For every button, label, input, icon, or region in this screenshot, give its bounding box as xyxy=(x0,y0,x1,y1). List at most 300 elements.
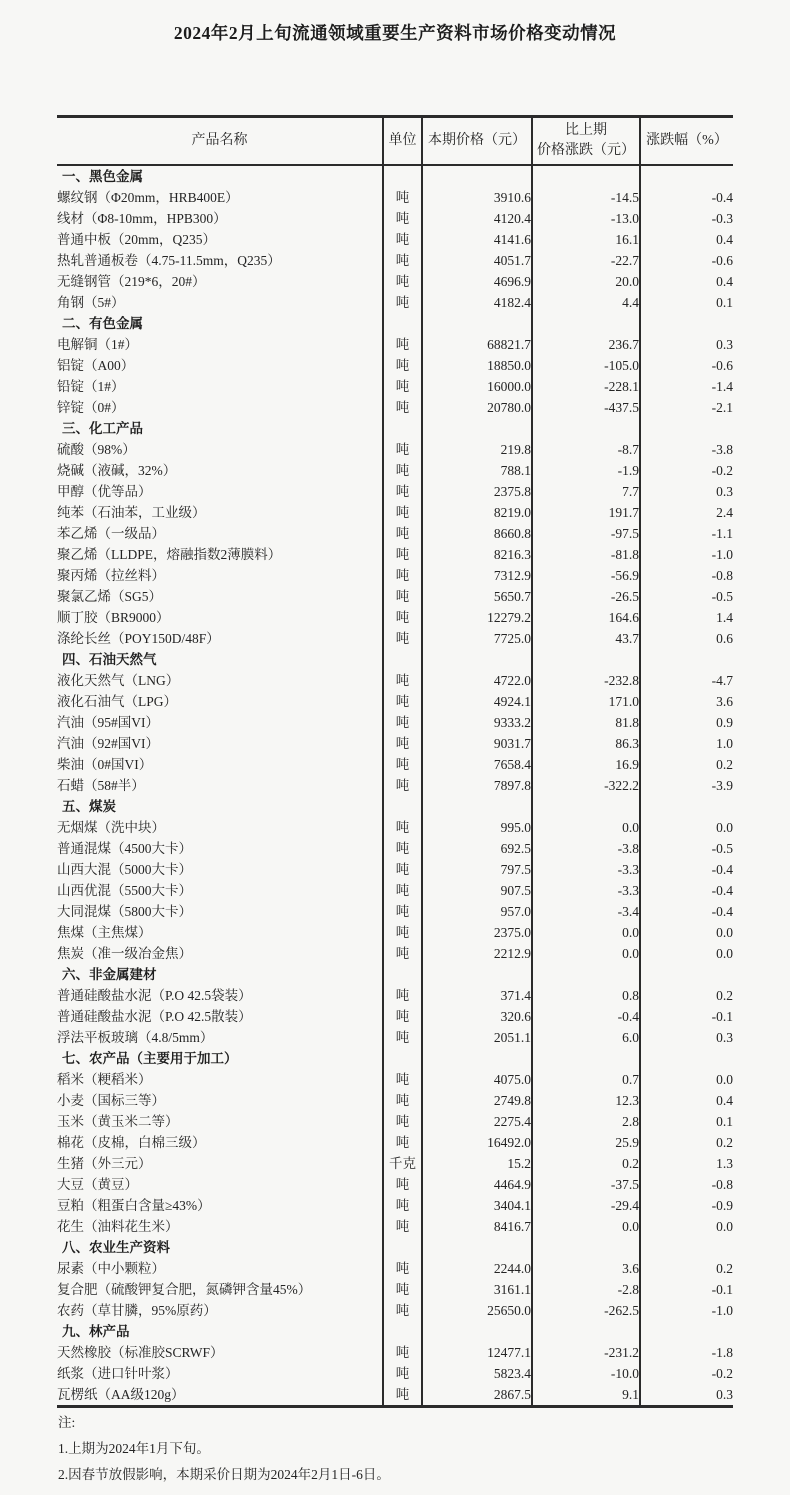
unit-cell: 吨 xyxy=(383,250,422,271)
price-cell: 8416.7 xyxy=(422,1216,532,1237)
pct-cell: 3.6 xyxy=(640,691,733,712)
change-cell: -37.5 xyxy=(532,1174,640,1195)
change-cell: -228.1 xyxy=(532,376,640,397)
change-cell: 164.6 xyxy=(532,607,640,628)
unit-cell: 吨 xyxy=(383,1384,422,1407)
section-row xyxy=(57,1237,733,1258)
product-cell: 苯乙烯（一级品） xyxy=(57,526,165,541)
table-row xyxy=(57,838,733,859)
pct-cell: -0.4 xyxy=(640,880,733,901)
unit-cell xyxy=(383,1321,422,1342)
price-cell: 5650.7 xyxy=(422,586,532,607)
change-cell: 25.9 xyxy=(532,1132,640,1153)
table-row xyxy=(57,670,733,691)
unit-cell: 吨 xyxy=(383,565,422,586)
unit-cell: 吨 xyxy=(383,1258,422,1279)
unit-cell xyxy=(383,964,422,985)
price-cell: 25650.0 xyxy=(422,1300,532,1321)
product-cell: 顺丁胶（BR9000） xyxy=(57,610,170,625)
footnote-line: 2.因春节放假影响，本期采价日期为2024年2月1日-6日。 xyxy=(58,1467,390,1482)
price-cell: 18850.0 xyxy=(422,355,532,376)
price-cell: 2375.8 xyxy=(422,481,532,502)
pct-cell xyxy=(640,165,733,187)
page-title: 2024年2月上旬流通领域重要生产资料市场价格变动情况 xyxy=(173,23,617,43)
pct-cell: 0.3 xyxy=(640,334,733,355)
product-cell: 硫酸（98%） xyxy=(57,442,136,457)
table-row xyxy=(57,607,733,628)
header-price-change xyxy=(532,117,640,166)
table-row xyxy=(57,712,733,733)
unit-cell xyxy=(383,165,422,187)
price-cell: 4722.0 xyxy=(422,670,532,691)
unit-cell xyxy=(383,1237,422,1258)
footnotes xyxy=(58,1410,390,1488)
table-row xyxy=(57,565,733,586)
table-row xyxy=(57,376,733,397)
price-cell xyxy=(422,313,532,334)
unit-cell: 吨 xyxy=(383,1342,422,1363)
table-row xyxy=(57,943,733,964)
table-row xyxy=(57,1153,733,1174)
change-cell xyxy=(532,1048,640,1069)
table-row xyxy=(57,523,733,544)
table-row xyxy=(57,922,733,943)
unit-cell: 吨 xyxy=(383,355,422,376)
price-cell: 788.1 xyxy=(422,460,532,481)
change-cell: 191.7 xyxy=(532,502,640,523)
unit-cell: 吨 xyxy=(383,1279,422,1300)
unit-cell: 吨 xyxy=(383,544,422,565)
unit-cell xyxy=(383,1048,422,1069)
product-cell: 柴油（0#国VI） xyxy=(57,757,153,772)
price-cell xyxy=(422,796,532,817)
product-cell: 棉花（皮棉，白棉三级） xyxy=(57,1135,206,1150)
pct-cell: -0.5 xyxy=(640,586,733,607)
product-cell: 豆粕（粗蛋白含量≥43%） xyxy=(57,1198,211,1213)
price-cell xyxy=(422,418,532,439)
table-row xyxy=(57,250,733,271)
unit-cell: 吨 xyxy=(383,628,422,649)
unit-cell: 吨 xyxy=(383,817,422,838)
change-cell: 0.0 xyxy=(532,817,640,838)
table-row xyxy=(57,544,733,565)
unit-cell xyxy=(383,796,422,817)
product-cell: 线材（Φ8-10mm，HPB300） xyxy=(57,211,227,226)
header-product-name: 产品名称 xyxy=(57,117,383,166)
table-row xyxy=(57,733,733,754)
product-cell: 小麦（国标三等） xyxy=(57,1093,165,1108)
section-row xyxy=(57,649,733,670)
table-row xyxy=(57,1195,733,1216)
product-cell: 石蜡（58#半） xyxy=(57,778,145,793)
unit-cell: 吨 xyxy=(383,439,422,460)
unit-cell: 吨 xyxy=(383,460,422,481)
pct-cell: 0.1 xyxy=(640,292,733,313)
price-cell: 692.5 xyxy=(422,838,532,859)
product-cell: 聚氯乙烯（SG5） xyxy=(57,589,163,604)
price-cell: 2275.4 xyxy=(422,1111,532,1132)
pct-cell: -4.7 xyxy=(640,670,733,691)
pct-cell: 1.0 xyxy=(640,733,733,754)
table-row xyxy=(57,439,733,460)
pct-cell: -1.8 xyxy=(640,1342,733,1363)
change-cell xyxy=(532,1237,640,1258)
price-cell: 371.4 xyxy=(422,985,532,1006)
pct-cell: 0.1 xyxy=(640,1111,733,1132)
table-row xyxy=(57,187,733,208)
unit-cell xyxy=(383,649,422,670)
change-cell: 43.7 xyxy=(532,628,640,649)
product-cell: 焦炭（准一级冶金焦） xyxy=(57,946,192,961)
price-cell: 2051.1 xyxy=(422,1027,532,1048)
unit-cell: 吨 xyxy=(383,775,422,796)
product-cell: 山西大混（5000大卡） xyxy=(57,862,192,877)
change-cell: -56.9 xyxy=(532,565,640,586)
header-change-percent: 涨跌幅（%） xyxy=(640,117,733,166)
table-row xyxy=(57,1006,733,1027)
change-cell: 0.7 xyxy=(532,1069,640,1090)
pct-cell: -0.2 xyxy=(640,1363,733,1384)
table-row xyxy=(57,775,733,796)
unit-cell: 吨 xyxy=(383,943,422,964)
table-row xyxy=(57,1279,733,1300)
table-row xyxy=(57,1132,733,1153)
unit-cell: 吨 xyxy=(383,334,422,355)
unit-cell: 吨 xyxy=(383,229,422,250)
pct-cell: 0.2 xyxy=(640,754,733,775)
unit-cell: 吨 xyxy=(383,187,422,208)
table-row xyxy=(57,628,733,649)
change-cell: 4.4 xyxy=(532,292,640,313)
price-cell: 8660.8 xyxy=(422,523,532,544)
pct-cell: -1.0 xyxy=(640,544,733,565)
unit-cell xyxy=(383,313,422,334)
product-cell: 液化石油气（LPG） xyxy=(57,694,178,709)
table-row xyxy=(57,1342,733,1363)
pct-cell: -0.5 xyxy=(640,838,733,859)
change-cell: 0.8 xyxy=(532,985,640,1006)
product-cell: 农药（草甘膦，95%原药） xyxy=(57,1303,217,1318)
header-row xyxy=(57,117,733,166)
table-body xyxy=(57,165,733,1407)
price-cell: 320.6 xyxy=(422,1006,532,1027)
change-cell: -3.4 xyxy=(532,901,640,922)
price-cell: 797.5 xyxy=(422,859,532,880)
change-cell: -3.3 xyxy=(532,859,640,880)
unit-cell: 吨 xyxy=(383,1027,422,1048)
product-cell: 浮法平板玻璃（4.8/5mm） xyxy=(57,1030,214,1045)
unit-cell: 吨 xyxy=(383,502,422,523)
unit-cell: 吨 xyxy=(383,1006,422,1027)
product-cell: 玉米（黄玉米二等） xyxy=(57,1114,179,1129)
pct-cell: 0.4 xyxy=(640,229,733,250)
pct-cell: -0.1 xyxy=(640,1279,733,1300)
pct-cell: -0.4 xyxy=(640,187,733,208)
product-cell: 聚丙烯（拉丝料） xyxy=(57,568,165,583)
product-cell: 甲醇（优等品） xyxy=(57,484,152,499)
change-cell xyxy=(532,165,640,187)
change-cell: -10.0 xyxy=(532,1363,640,1384)
header-unit: 单位 xyxy=(383,117,422,166)
price-cell: 12279.2 xyxy=(422,607,532,628)
change-cell: -1.9 xyxy=(532,460,640,481)
change-cell xyxy=(532,418,640,439)
price-cell: 7658.4 xyxy=(422,754,532,775)
section-name-cell: 八、农业生产资料 xyxy=(62,1240,170,1255)
table-row xyxy=(57,502,733,523)
price-cell: 4464.9 xyxy=(422,1174,532,1195)
pct-cell: 0.0 xyxy=(640,922,733,943)
product-cell: 大同混煤（5800大卡） xyxy=(57,904,192,919)
price-cell: 2375.0 xyxy=(422,922,532,943)
price-cell: 12477.1 xyxy=(422,1342,532,1363)
unit-cell: 吨 xyxy=(383,712,422,733)
footnote-line: 1.上期为2024年1月下旬。 xyxy=(58,1441,210,1456)
price-cell: 7312.9 xyxy=(422,565,532,586)
unit-cell: 吨 xyxy=(383,1132,422,1153)
change-cell: 20.0 xyxy=(532,271,640,292)
price-cell xyxy=(422,165,532,187)
price-cell: 4696.9 xyxy=(422,271,532,292)
pct-cell: 0.2 xyxy=(640,1132,733,1153)
change-cell: -22.7 xyxy=(532,250,640,271)
unit-cell: 吨 xyxy=(383,1363,422,1384)
section-row xyxy=(57,1048,733,1069)
unit-cell: 吨 xyxy=(383,880,422,901)
price-cell: 8219.0 xyxy=(422,502,532,523)
table-row xyxy=(57,460,733,481)
unit-cell xyxy=(383,418,422,439)
unit-cell: 吨 xyxy=(383,691,422,712)
product-cell: 纯苯（石油苯，工业级） xyxy=(57,505,206,520)
header-price-change-line2: 价格涨跌（元） xyxy=(537,143,635,158)
price-cell: 2867.5 xyxy=(422,1384,532,1407)
unit-cell: 吨 xyxy=(383,208,422,229)
price-cell xyxy=(422,1237,532,1258)
table-row xyxy=(57,1090,733,1111)
pct-cell: -1.4 xyxy=(640,376,733,397)
footnotes-label: 注: xyxy=(58,1415,76,1430)
price-cell: 4141.6 xyxy=(422,229,532,250)
product-cell: 电解铜（1#） xyxy=(57,337,138,352)
price-cell: 907.5 xyxy=(422,880,532,901)
product-cell: 烧碱（液碱，32%） xyxy=(57,463,177,478)
change-cell: -105.0 xyxy=(532,355,640,376)
table-row xyxy=(57,1384,733,1407)
price-cell: 4075.0 xyxy=(422,1069,532,1090)
product-cell: 生猪（外三元） xyxy=(57,1156,152,1171)
unit-cell: 吨 xyxy=(383,1174,422,1195)
pct-cell: 0.0 xyxy=(640,1216,733,1237)
price-cell: 4051.7 xyxy=(422,250,532,271)
product-cell: 涤纶长丝（POY150D/48F） xyxy=(57,631,220,646)
unit-cell: 吨 xyxy=(383,271,422,292)
table-row xyxy=(57,1174,733,1195)
unit-cell: 吨 xyxy=(383,1216,422,1237)
pct-cell xyxy=(640,313,733,334)
section-name-cell: 三、化工产品 xyxy=(62,421,143,436)
pct-cell: 0.6 xyxy=(640,628,733,649)
unit-cell: 吨 xyxy=(383,1090,422,1111)
price-table xyxy=(57,115,733,1408)
product-cell: 铅锭（1#） xyxy=(57,379,125,394)
change-cell: -8.7 xyxy=(532,439,640,460)
table-row xyxy=(57,208,733,229)
change-cell: -29.4 xyxy=(532,1195,640,1216)
header-price-change-line1: 比上期 xyxy=(565,123,607,139)
table-row xyxy=(57,481,733,502)
table-header xyxy=(57,117,733,166)
product-cell: 汽油（92#国VI） xyxy=(57,736,159,751)
unit-cell: 吨 xyxy=(383,733,422,754)
change-cell: 16.9 xyxy=(532,754,640,775)
product-cell: 铝锭（A00） xyxy=(57,358,135,373)
section-row xyxy=(57,796,733,817)
change-cell: -322.2 xyxy=(532,775,640,796)
change-cell: 6.0 xyxy=(532,1027,640,1048)
change-cell xyxy=(532,796,640,817)
product-cell: 液化天然气（LNG） xyxy=(57,673,180,688)
product-cell: 焦煤（主焦煤） xyxy=(57,925,152,940)
pct-cell: 0.0 xyxy=(640,817,733,838)
unit-cell: 吨 xyxy=(383,754,422,775)
pct-cell: -3.8 xyxy=(640,439,733,460)
product-cell: 复合肥（硫酸钾复合肥，氮磷钾含量45%） xyxy=(57,1282,312,1297)
table-row xyxy=(57,1069,733,1090)
unit-cell: 吨 xyxy=(383,292,422,313)
price-cell: 219.8 xyxy=(422,439,532,460)
price-cell xyxy=(422,1321,532,1342)
table-row xyxy=(57,1300,733,1321)
unit-cell: 吨 xyxy=(383,397,422,418)
product-cell: 纸浆（进口针叶浆） xyxy=(57,1366,179,1381)
price-cell: 957.0 xyxy=(422,901,532,922)
price-cell: 4182.4 xyxy=(422,292,532,313)
product-cell: 尿素（中小颗粒） xyxy=(57,1261,165,1276)
pct-cell: -0.4 xyxy=(640,901,733,922)
change-cell: 12.3 xyxy=(532,1090,640,1111)
table-row xyxy=(57,817,733,838)
change-cell: -14.5 xyxy=(532,187,640,208)
unit-cell: 千克 xyxy=(383,1153,422,1174)
product-cell: 普通硅酸盐水泥（P.O 42.5袋装） xyxy=(57,988,252,1003)
table-row xyxy=(57,1111,733,1132)
unit-cell: 吨 xyxy=(383,838,422,859)
pct-cell: 1.4 xyxy=(640,607,733,628)
change-cell: 2.8 xyxy=(532,1111,640,1132)
section-row xyxy=(57,964,733,985)
unit-cell: 吨 xyxy=(383,1195,422,1216)
change-cell: 0.0 xyxy=(532,943,640,964)
change-cell: 81.8 xyxy=(532,712,640,733)
pct-cell: -0.8 xyxy=(640,565,733,586)
section-row xyxy=(57,165,733,187)
unit-cell: 吨 xyxy=(383,1069,422,1090)
section-name-cell: 六、非金属建材 xyxy=(62,967,157,982)
unit-cell: 吨 xyxy=(383,670,422,691)
pct-cell: -0.3 xyxy=(640,208,733,229)
price-cell: 20780.0 xyxy=(422,397,532,418)
price-cell: 68821.7 xyxy=(422,334,532,355)
pct-cell: 0.4 xyxy=(640,271,733,292)
table-row xyxy=(57,691,733,712)
table-row xyxy=(57,292,733,313)
change-cell: -13.0 xyxy=(532,208,640,229)
price-cell: 9333.2 xyxy=(422,712,532,733)
pct-cell: 0.4 xyxy=(640,1090,733,1111)
footnote-lines xyxy=(58,1436,390,1488)
pct-cell: -0.9 xyxy=(640,1195,733,1216)
product-cell: 无缝钢管（219*6，20#） xyxy=(57,274,206,289)
table-row xyxy=(57,985,733,1006)
pct-cell xyxy=(640,796,733,817)
unit-cell: 吨 xyxy=(383,376,422,397)
table-row xyxy=(57,586,733,607)
pct-cell: 0.0 xyxy=(640,1069,733,1090)
pct-cell xyxy=(640,964,733,985)
price-cell xyxy=(422,649,532,670)
pct-cell: 2.4 xyxy=(640,502,733,523)
unit-cell: 吨 xyxy=(383,523,422,544)
product-cell: 螺纹钢（Φ20mm，HRB400E） xyxy=(57,190,239,205)
price-cell: 9031.7 xyxy=(422,733,532,754)
change-cell: 7.7 xyxy=(532,481,640,502)
table-row xyxy=(57,271,733,292)
price-cell: 8216.3 xyxy=(422,544,532,565)
change-cell xyxy=(532,313,640,334)
change-cell: -3.3 xyxy=(532,880,640,901)
price-cell xyxy=(422,1048,532,1069)
pct-cell: -3.9 xyxy=(640,775,733,796)
change-cell: -262.5 xyxy=(532,1300,640,1321)
unit-cell: 吨 xyxy=(383,985,422,1006)
product-cell: 天然橡胶（标准胶SCRWF） xyxy=(57,1345,224,1360)
product-cell: 无烟煤（洗中块） xyxy=(57,820,165,835)
table-row xyxy=(57,334,733,355)
unit-cell: 吨 xyxy=(383,1300,422,1321)
change-cell xyxy=(532,649,640,670)
pct-cell: 0.3 xyxy=(640,481,733,502)
change-cell: 0.0 xyxy=(532,1216,640,1237)
price-cell: 4924.1 xyxy=(422,691,532,712)
change-cell: -26.5 xyxy=(532,586,640,607)
product-cell: 普通硅酸盐水泥（P.O 42.5散装） xyxy=(57,1009,252,1024)
unit-cell: 吨 xyxy=(383,859,422,880)
change-cell: 0.0 xyxy=(532,922,640,943)
price-cell: 2244.0 xyxy=(422,1258,532,1279)
section-row xyxy=(57,313,733,334)
pct-cell: 0.0 xyxy=(640,943,733,964)
price-cell: 2749.8 xyxy=(422,1090,532,1111)
section-name-cell: 七、农产品（主要用于加工） xyxy=(62,1051,238,1066)
change-cell: -0.4 xyxy=(532,1006,640,1027)
price-cell: 5823.4 xyxy=(422,1363,532,1384)
change-cell: 236.7 xyxy=(532,334,640,355)
product-cell: 普通混煤（4500大卡） xyxy=(57,841,192,856)
header-current-price: 本期价格（元） xyxy=(422,117,532,166)
change-cell: -231.2 xyxy=(532,1342,640,1363)
change-cell: -81.8 xyxy=(532,544,640,565)
table-row xyxy=(57,880,733,901)
product-cell: 普通中板（20mm，Q235） xyxy=(57,232,217,247)
change-cell: 171.0 xyxy=(532,691,640,712)
product-cell: 热轧普通板卷（4.75-11.5mm，Q235） xyxy=(57,253,281,268)
change-cell xyxy=(532,964,640,985)
product-cell: 聚乙烯（LLDPE，熔融指数2薄膜料） xyxy=(57,547,282,562)
price-cell: 7725.0 xyxy=(422,628,532,649)
price-cell: 3161.1 xyxy=(422,1279,532,1300)
change-cell: 3.6 xyxy=(532,1258,640,1279)
